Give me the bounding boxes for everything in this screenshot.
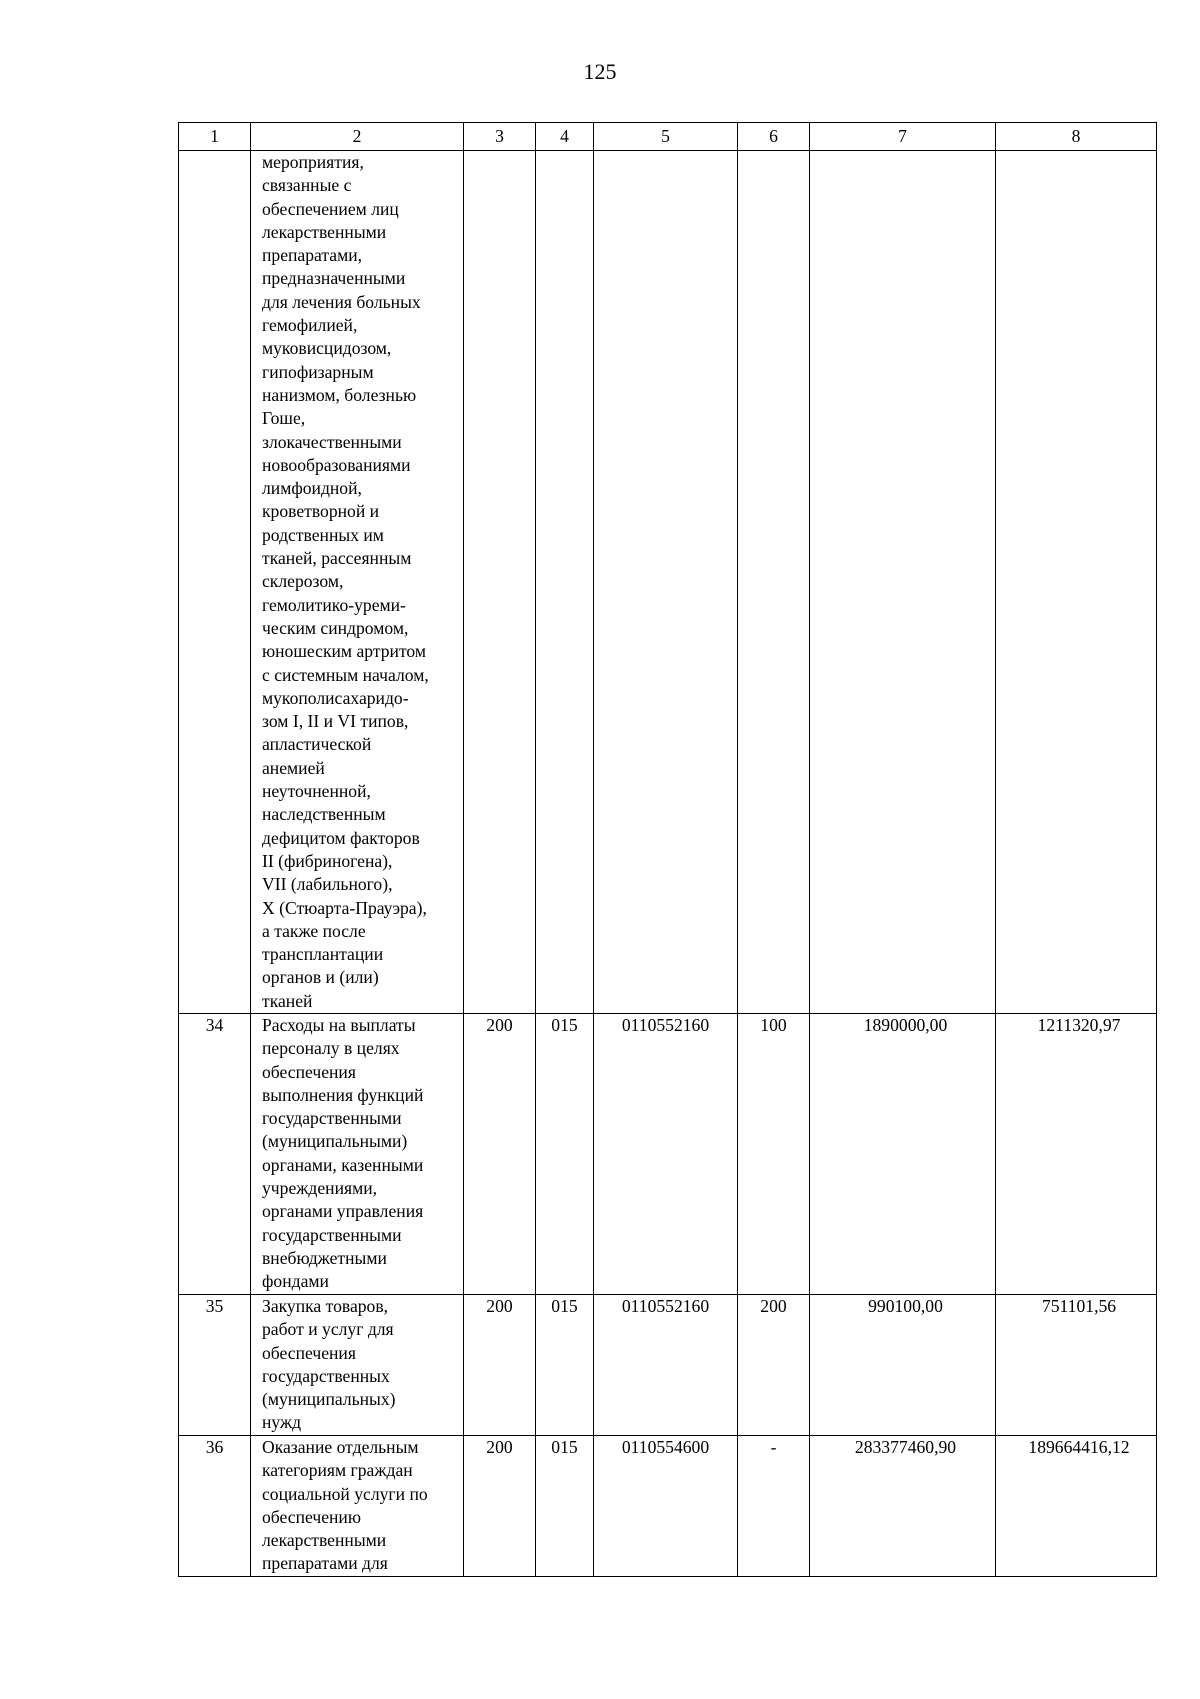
row-name-cell bbox=[251, 1294, 464, 1435]
col3-cell: 200 bbox=[464, 1435, 536, 1576]
budget-table bbox=[178, 122, 1157, 1577]
header-cell-8: 8 bbox=[996, 123, 1157, 151]
row-number-cell: 36 bbox=[179, 1435, 251, 1576]
col7-cell bbox=[810, 151, 996, 1014]
header-cell-7: 7 bbox=[810, 123, 996, 151]
row-number-cell: 34 bbox=[179, 1013, 251, 1294]
col8-cell bbox=[996, 151, 1157, 1014]
col6-cell bbox=[738, 151, 810, 1014]
header-cell-4: 4 bbox=[536, 123, 594, 151]
row-name-text: Закупка товаров, работ и услуг для обеспечения государственных (муниципальных) нужд bbox=[262, 1295, 396, 1433]
table-row bbox=[179, 1294, 1157, 1435]
col3-cell bbox=[464, 151, 536, 1014]
col4-cell: 015 bbox=[536, 1435, 594, 1576]
col8-cell: 189664416,12 bbox=[996, 1435, 1157, 1576]
header-cell-5: 5 bbox=[594, 123, 738, 151]
col4-cell: 015 bbox=[536, 1294, 594, 1435]
row-name-cell bbox=[251, 1435, 464, 1576]
table-row bbox=[179, 1435, 1157, 1576]
row-name-text: мероприятия, связанные с обеспечением лиц лекарственными препаратами, предназначенными для лечения больных гемофилией, муковисцидозом, гипофизарным нанизмом, болезнью Гоше, злокачественными новообразованиями лимфоидной, кроветворной и родственных им тканей, рассеянным склерозом, гемолитико-уреми- ческим синдромом, юношеским артритом с системным началом, мукополисахаридо- зом I, II и VI типов, апластической анемией неуточненной, наследственным дефицитом факторов II (фибриногена), VII (лабильного), X (Стюарта-Прауэра), а также после трансплантации органов и (или) тканей bbox=[262, 152, 429, 1011]
header-cell-3: 3 bbox=[464, 123, 536, 151]
col7-cell: 283377460,90 bbox=[810, 1435, 996, 1576]
table-row bbox=[179, 151, 1157, 1014]
col3-cell: 200 bbox=[464, 1294, 536, 1435]
col8-cell: 751101,56 bbox=[996, 1294, 1157, 1435]
col7-cell: 1890000,00 bbox=[810, 1013, 996, 1294]
row-number-cell bbox=[179, 151, 251, 1014]
row-name-text: Расходы на выплаты персоналу в целях обеспечения выполнения функций государственными (муниципальными) органами, казенными учреждениями, органами управления государственными внебюджетными фондами bbox=[262, 1014, 424, 1292]
header-cell-2: 2 bbox=[251, 123, 464, 151]
page-number: 125 bbox=[583, 59, 617, 84]
col8-cell: 1211320,97 bbox=[996, 1013, 1157, 1294]
col5-cell: 0110554600 bbox=[594, 1435, 738, 1576]
col7-cell: 990100,00 bbox=[810, 1294, 996, 1435]
row-name-text: Оказание отдельным категориям граждан социальной услуги по обеспечению лекарственными препаратами для bbox=[262, 1436, 428, 1574]
table-row bbox=[179, 1013, 1157, 1294]
row-number-cell: 35 bbox=[179, 1294, 251, 1435]
col6-cell: 200 bbox=[738, 1294, 810, 1435]
col5-cell bbox=[594, 151, 738, 1014]
col3-cell: 200 bbox=[464, 1013, 536, 1294]
col6-cell: 100 bbox=[738, 1013, 810, 1294]
row-name-cell bbox=[251, 1013, 464, 1294]
col5-cell: 0110552160 bbox=[594, 1013, 738, 1294]
header-cell-6: 6 bbox=[738, 123, 810, 151]
row-name-cell bbox=[251, 151, 464, 1014]
col4-cell: 015 bbox=[536, 1013, 594, 1294]
col6-cell: - bbox=[738, 1435, 810, 1576]
header-cell-1: 1 bbox=[179, 123, 251, 151]
header-row bbox=[179, 123, 1157, 151]
col5-cell: 0110552160 bbox=[594, 1294, 738, 1435]
col4-cell bbox=[536, 151, 594, 1014]
